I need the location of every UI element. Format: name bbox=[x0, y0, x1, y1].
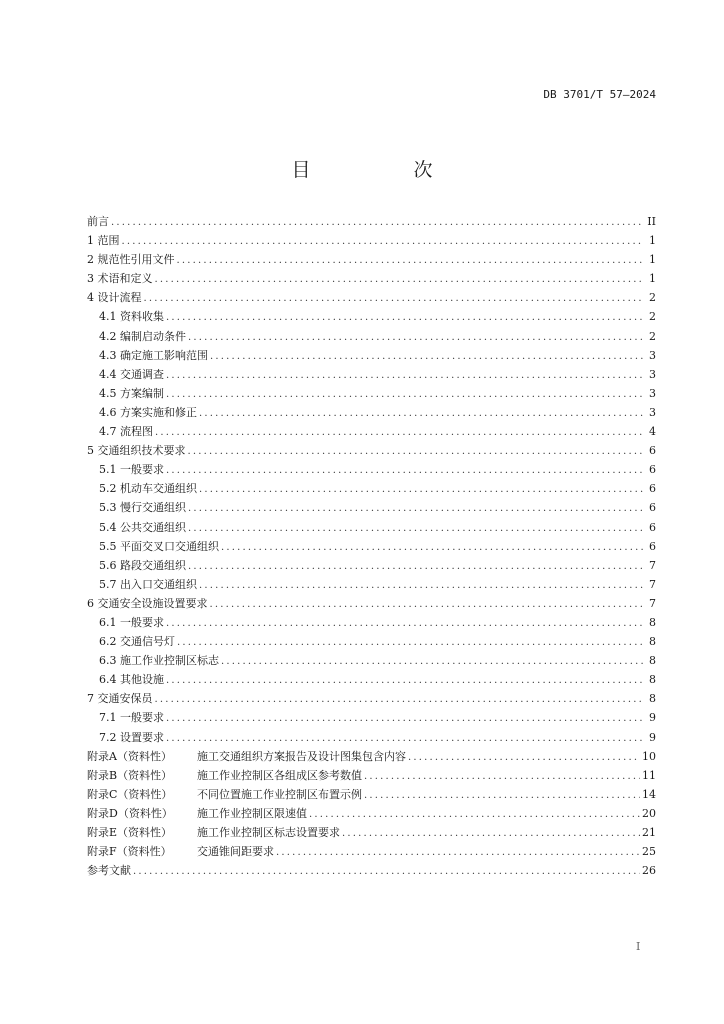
dot-leader bbox=[188, 519, 644, 538]
dot-leader bbox=[166, 385, 644, 404]
toc-entry-page: 10 bbox=[642, 749, 656, 763]
toc-entry-label: 4.7 流程图 bbox=[99, 425, 153, 439]
dot-leader bbox=[177, 251, 645, 270]
toc-entry-page: 6 bbox=[649, 520, 656, 534]
toc-entry[interactable] bbox=[87, 307, 656, 326]
toc-entry-page: 1 bbox=[649, 253, 656, 267]
table-of-contents bbox=[87, 212, 656, 880]
toc-entry[interactable] bbox=[87, 728, 656, 747]
toc-entry[interactable] bbox=[87, 670, 656, 689]
dot-leader bbox=[166, 671, 644, 690]
toc-entry-label: 4.6 方案实施和修正 bbox=[99, 405, 197, 419]
dot-leader bbox=[166, 366, 644, 385]
toc-entry[interactable] bbox=[87, 785, 656, 804]
toc-entry[interactable] bbox=[87, 422, 656, 441]
toc-entry-label: 5.7 出入口交通组织 bbox=[99, 577, 197, 591]
toc-entry-label: 4.1 资料收集 bbox=[99, 310, 164, 324]
appendix-prefix: 附录E（资料性） bbox=[87, 826, 173, 839]
toc-entry[interactable] bbox=[87, 766, 656, 785]
dot-leader bbox=[177, 633, 644, 652]
toc-entry-page: 2 bbox=[649, 291, 656, 305]
toc-entry[interactable] bbox=[87, 613, 656, 632]
dot-leader bbox=[199, 404, 644, 423]
toc-entry[interactable] bbox=[87, 575, 656, 594]
toc-entry-page: 6 bbox=[649, 444, 656, 458]
toc-entry[interactable] bbox=[87, 651, 656, 670]
dot-leader bbox=[364, 786, 640, 805]
toc-entry-page: 8 bbox=[649, 615, 656, 629]
toc-entry-label: 6.1 一般要求 bbox=[99, 615, 164, 629]
toc-entry-label: 6.4 其他设施 bbox=[99, 673, 164, 687]
toc-entry-label: 5 交通组织技术要求 bbox=[87, 444, 186, 458]
toc-entry[interactable] bbox=[87, 460, 656, 479]
dot-leader bbox=[199, 480, 644, 499]
toc-entry-page: 21 bbox=[642, 826, 656, 839]
toc-entry[interactable] bbox=[87, 556, 656, 575]
toc-entry-page: 3 bbox=[649, 348, 656, 362]
toc-entry-page: 6 bbox=[649, 539, 656, 553]
toc-entry[interactable] bbox=[87, 804, 656, 823]
dot-leader bbox=[133, 862, 640, 881]
toc-entry[interactable] bbox=[87, 327, 656, 346]
appendix-prefix: 附录C（资料性） bbox=[87, 787, 173, 801]
dot-leader bbox=[342, 824, 640, 843]
dot-leader bbox=[155, 690, 645, 709]
toc-entry-label: 7.2 设置要求 bbox=[99, 730, 164, 744]
toc-entry-page: 8 bbox=[649, 673, 656, 687]
toc-entry-label: 5.6 路段交通组织 bbox=[99, 558, 186, 572]
dot-leader bbox=[166, 614, 644, 633]
toc-entry[interactable] bbox=[87, 498, 656, 517]
dot-leader bbox=[166, 308, 644, 327]
appendix-prefix: 附录F（资料性） bbox=[87, 845, 172, 859]
toc-entry[interactable] bbox=[87, 441, 656, 460]
toc-entry-label: 施工作业控制区限速值 bbox=[197, 806, 307, 820]
toc-entry-page: 26 bbox=[642, 864, 656, 878]
appendix-prefix: 附录A（资料性） bbox=[87, 749, 172, 763]
dot-leader bbox=[166, 709, 644, 728]
toc-entry-page: 3 bbox=[649, 386, 656, 400]
toc-entry-label: 施工作业控制区各组成区参考数值 bbox=[197, 768, 362, 782]
toc-entry[interactable] bbox=[87, 269, 656, 288]
dot-leader bbox=[122, 232, 645, 251]
dot-leader bbox=[210, 595, 645, 614]
dot-leader bbox=[166, 461, 644, 480]
toc-entry-page: 4 bbox=[649, 425, 656, 439]
toc-entry-label: 5.5 平面交叉口交通组织 bbox=[99, 539, 219, 553]
dot-leader bbox=[210, 347, 644, 366]
toc-entry-page: 9 bbox=[649, 711, 656, 725]
toc-entry-label: 7.1 一般要求 bbox=[99, 711, 164, 725]
toc-entry-label: 施工交通组织方案报告及设计图集包含内容 bbox=[197, 749, 406, 763]
toc-entry-page: 14 bbox=[642, 787, 656, 801]
toc-entry-page: 6 bbox=[649, 463, 656, 477]
toc-entry[interactable] bbox=[87, 231, 656, 250]
toc-entry[interactable] bbox=[87, 250, 656, 269]
toc-entry-page: 8 bbox=[649, 692, 656, 706]
toc-entry[interactable] bbox=[87, 861, 656, 880]
toc-entry-label: 7 交通安保员 bbox=[87, 692, 153, 706]
toc-entry[interactable] bbox=[87, 537, 656, 556]
toc-entry[interactable] bbox=[87, 842, 656, 861]
toc-entry-label: 3 术语和定义 bbox=[87, 272, 153, 286]
toc-entry-label: 4.5 方案编制 bbox=[99, 386, 164, 400]
toc-entry[interactable] bbox=[87, 384, 656, 403]
toc-entry-label: 施工作业控制区标志设置要求 bbox=[197, 826, 340, 839]
toc-entry-page: 7 bbox=[649, 577, 656, 591]
document-code: DB 3701/T 57—2024 bbox=[543, 88, 656, 101]
toc-entry-page: 8 bbox=[649, 654, 656, 668]
toc-entry-label: 参考文献 bbox=[87, 864, 131, 878]
toc-entry-page: 2 bbox=[649, 310, 656, 324]
dot-leader bbox=[199, 576, 644, 595]
dot-leader bbox=[188, 499, 644, 518]
toc-entry[interactable] bbox=[87, 747, 656, 766]
toc-entry-label: 5.4 公共交通组织 bbox=[99, 520, 186, 534]
dot-leader bbox=[276, 843, 640, 862]
toc-entry-page: II bbox=[647, 215, 656, 228]
toc-entry-page: 7 bbox=[649, 558, 656, 572]
toc-entry-page: 11 bbox=[642, 768, 656, 782]
toc-entry-label: 6.2 交通信号灯 bbox=[99, 635, 175, 649]
page-title: 目 次 bbox=[291, 159, 475, 181]
toc-entry-page: 20 bbox=[642, 806, 656, 820]
toc-entry[interactable] bbox=[87, 346, 656, 365]
toc-entry-page: 2 bbox=[649, 329, 656, 343]
toc-entry-label: 2 规范性引用文件 bbox=[87, 253, 175, 267]
toc-entry-page: 3 bbox=[649, 405, 656, 419]
appendix-prefix: 附录B（资料性） bbox=[87, 768, 173, 782]
toc-entry[interactable] bbox=[87, 212, 656, 231]
toc-entry-label: 1 范围 bbox=[87, 234, 120, 248]
dot-leader bbox=[188, 557, 644, 576]
appendix-prefix: 附录D（资料性） bbox=[87, 806, 173, 820]
toc-entry-label: 5.2 机动车交通组织 bbox=[99, 482, 197, 496]
toc-entry-label: 前言 bbox=[87, 215, 109, 228]
dot-leader bbox=[188, 442, 645, 461]
toc-entry-page: 6 bbox=[649, 482, 656, 496]
toc-entry[interactable] bbox=[87, 288, 656, 307]
toc-entry-page: 7 bbox=[649, 596, 656, 610]
toc-entry-label: 不同位置施工作业控制区布置示例 bbox=[197, 787, 362, 801]
dot-leader bbox=[155, 270, 645, 289]
dot-leader bbox=[155, 423, 644, 442]
toc-entry-page: 25 bbox=[642, 845, 656, 859]
toc-entry-label: 4 设计流程 bbox=[87, 291, 142, 305]
dot-leader bbox=[221, 652, 644, 671]
toc-entry-page: 1 bbox=[649, 272, 656, 286]
toc-entry-label: 6.3 施工作业控制区标志 bbox=[99, 654, 219, 668]
toc-entry-label: 4.3 确定施工影响范围 bbox=[99, 348, 208, 362]
dot-leader bbox=[111, 213, 644, 232]
toc-entry-label: 交通锥间距要求 bbox=[197, 845, 274, 859]
toc-entry[interactable] bbox=[87, 708, 656, 727]
toc-entry[interactable] bbox=[87, 823, 656, 842]
toc-entry[interactable] bbox=[87, 403, 656, 422]
dot-leader bbox=[408, 748, 640, 767]
toc-entry-page: 6 bbox=[649, 501, 656, 515]
toc-entry-page: 1 bbox=[649, 234, 656, 248]
toc-entry-label: 5.1 一般要求 bbox=[99, 463, 164, 477]
toc-entry[interactable] bbox=[87, 479, 656, 498]
toc-entry-label: 4.4 交通调查 bbox=[99, 367, 164, 381]
toc-entry[interactable] bbox=[87, 594, 656, 613]
toc-entry-page: 9 bbox=[649, 730, 656, 744]
toc-entry-page: 3 bbox=[649, 367, 656, 381]
dot-leader bbox=[364, 767, 640, 786]
toc-entry[interactable] bbox=[87, 632, 656, 651]
dot-leader bbox=[188, 328, 644, 347]
toc-entry-label: 5.3 慢行交通组织 bbox=[99, 501, 186, 515]
dot-leader bbox=[309, 805, 640, 824]
toc-entry-page: 8 bbox=[649, 635, 656, 649]
toc-entry[interactable] bbox=[87, 689, 656, 708]
dot-leader bbox=[221, 538, 644, 557]
page-number: I bbox=[636, 940, 641, 953]
toc-entry[interactable] bbox=[87, 518, 656, 537]
toc-entry[interactable] bbox=[87, 365, 656, 384]
dot-leader bbox=[166, 729, 644, 748]
toc-entry-label: 6 交通安全设施设置要求 bbox=[87, 596, 208, 610]
toc-entry-label: 4.2 编制启动条件 bbox=[99, 329, 186, 343]
dot-leader bbox=[144, 289, 645, 308]
